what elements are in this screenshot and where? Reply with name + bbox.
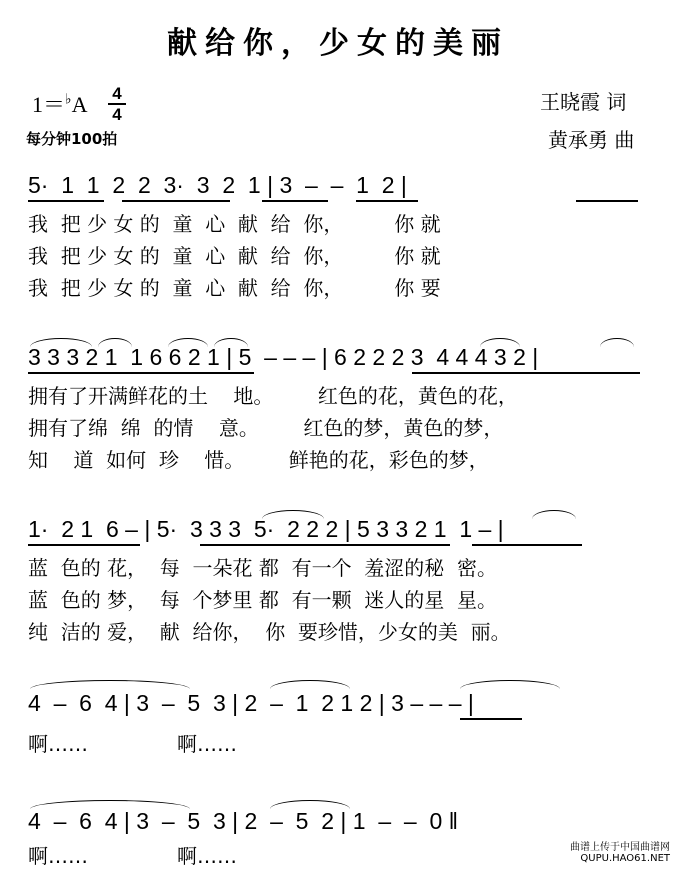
notation-row-5: 4 – 6 4 | 3 – 5 3 | 2 – 5 2 | 1 – – 0 ‖ [28,808,459,834]
tempo-marking: 每分钟100拍 [26,130,118,148]
beam [460,718,522,720]
slur [460,680,560,689]
watermark-line-1: 曲谱上传于中国曲谱网 [570,842,670,853]
beam [472,544,582,546]
lyric-verse-3: 纯 洁的 爱， 献 给你， 你 要珍惜，少女的美 丽。 [28,620,511,644]
watermark [570,842,670,864]
key-prefix: 1＝ [32,92,66,117]
beam [28,200,104,202]
flat-sign: ♭ [65,92,72,108]
lyric-verse-3: 我 把 少 女 的 童 心 献 给 你， 你 要 [28,276,441,300]
interjection-lyric: 啊…… 啊…… [28,732,238,756]
composer-credit: 黄承勇 曲 [548,128,635,152]
key-signature [32,88,88,119]
notation-row-3: 1· 2 1 6 – | 5· 3 3 3 5· 2 2 2 | 5 3 3 2 1 1 – | [28,516,504,542]
watermark-line-2: QUPU.HAO61.NET [580,853,670,864]
lyric-verse-1: 我 把 少 女 的 童 心 献 给 你， 你 就 [28,212,441,236]
lyric-verse-1: 蓝 色的 花， 每 一朵花 都 有一个 羞涩的秘 密。 [28,556,498,580]
time-signature [108,85,126,123]
slur [600,338,634,347]
beam [412,372,640,374]
beam [200,544,450,546]
beam [28,544,140,546]
interjection-lyric: 啊…… 啊…… [28,844,238,868]
meter-bottom: 4 [112,105,122,124]
lyric-verse-3: 知 道 如何 珍 惜。 鲜艳的花，彩色的梦， [28,448,489,472]
song-title: 献给你，少女的美丽 [167,26,509,61]
notation-row-1: 5· 1 1 2 2 3· 3 2 1 | 3 – – 1 2 | [28,172,407,198]
key-note: A [71,92,88,117]
lyric-verse-2: 蓝 色的 梦， 每 个梦里 都 有一颗 迷人的星 星。 [28,588,498,612]
lyric-verse-1: 拥有了开满鲜花的土 地。 红色的花，黄色的花， [28,384,518,408]
lyric-verse-2: 拥有了绵 绵 的情 意。 红色的梦，黄色的梦， [28,416,504,440]
beam [122,200,230,202]
beam [262,200,328,202]
lyric-verse-2: 我 把 少 女 的 童 心 献 给 你， 你 就 [28,244,441,268]
slur [30,680,190,689]
beam [576,200,638,202]
slur [270,680,350,689]
beam [28,372,254,374]
beam [356,200,418,202]
lyricist-credit: 王晓霞 词 [540,90,627,114]
notation-row-2: 3 3 3 2 1 1 6 6 2 1 | 5 – – – | 6 2 2 2 3 4 4 4 3 2 | [28,344,539,370]
meter-top: 4 [112,84,122,103]
notation-row-4: 4 – 6 4 | 3 – 5 3 | 2 – 1 2 1 2 | 3 – – – | [28,690,474,716]
slur [532,510,576,519]
